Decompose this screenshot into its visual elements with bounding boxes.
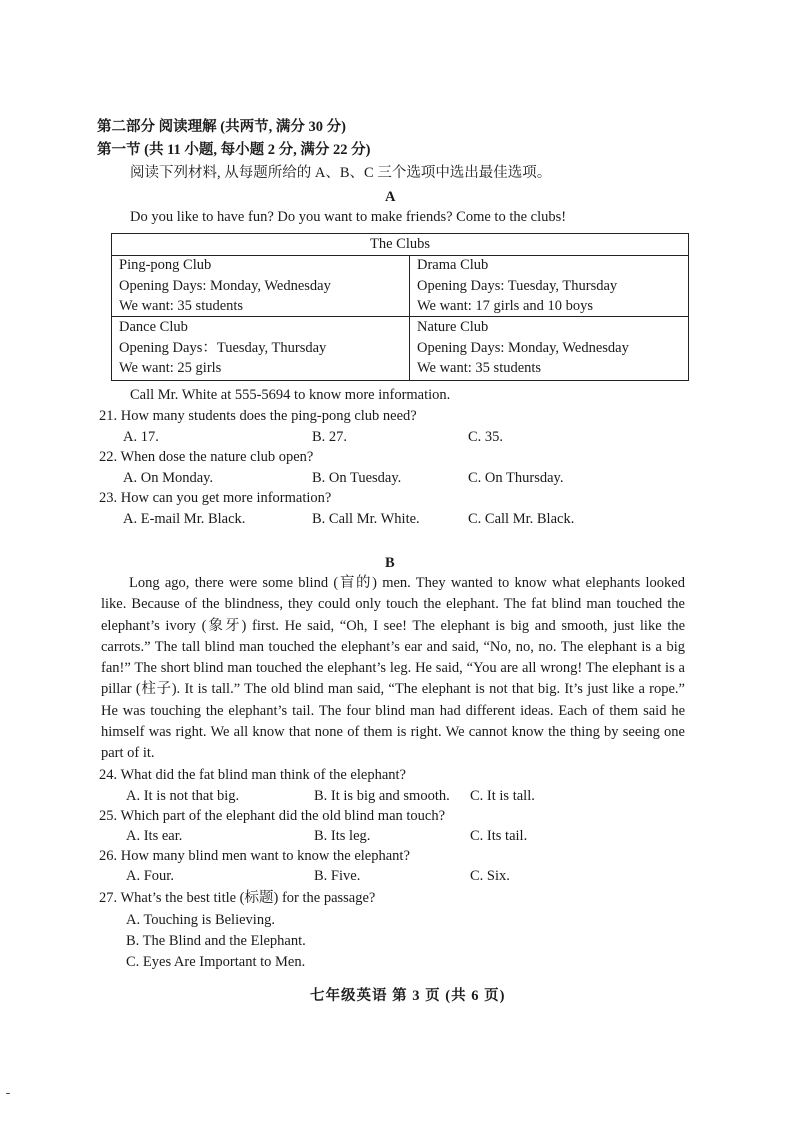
club-days: Opening Days: Monday, Wednesday [417, 339, 629, 356]
option-27-b: B. The Blind and the Elephant. [126, 933, 306, 949]
option-25-b: B. Its leg. [314, 828, 371, 844]
option-25-a: A. Its ear. [126, 828, 183, 844]
question-25: 25. Which part of the elephant did the old blind man touch? [99, 808, 446, 824]
option-26-b: B. Five. [314, 868, 361, 884]
passage-a-intro: Do you like to have fun? Do you want to make friends? Come to the clubs! [130, 209, 567, 225]
instruction: 阅读下列材料, 从每题所给的 A、B、C 三个选项中选出最佳选项。 [130, 165, 552, 181]
option-26-c: C. Six. [470, 868, 510, 884]
club-want: We want: 17 girls and 10 boys [417, 298, 594, 314]
table-cell-ping-pong [119, 255, 331, 317]
option-22-a: A. On Monday. [123, 470, 214, 486]
clubs-table-header: The Clubs [112, 234, 688, 256]
option-22-c: C. On Thursday. [468, 470, 564, 486]
option-24-a: A. It is not that big. [126, 788, 240, 804]
passage-b-label: B [385, 555, 395, 571]
club-want: We want: 25 girls [119, 360, 222, 376]
part-title: 第二部分 阅读理解 (共两节, 满分 30 分) [97, 119, 346, 135]
club-name: Drama Club [417, 257, 489, 273]
club-want: We want: 35 students [119, 298, 244, 314]
table-cell-nature [417, 317, 629, 379]
option-21-a: A. 17. [123, 429, 159, 445]
scan-mark [6, 1093, 10, 1094]
option-21-b: B. 27. [312, 429, 348, 445]
option-23-a: A. E-mail Mr. Black. [123, 511, 246, 527]
option-27-a: A. Touching is Believing. [126, 912, 275, 928]
page-footer: 七年级英语 第 3 页 (共 6 页) [310, 988, 506, 1004]
club-want: We want: 35 students [417, 360, 542, 376]
section-title: 第一节 (共 11 小题, 每小题 2 分, 满分 22 分) [97, 142, 371, 158]
option-22-b: B. On Tuesday. [312, 470, 402, 486]
question-23: 23. How can you get more information? [99, 490, 332, 506]
question-22: 22. When dose the nature club open? [99, 449, 314, 465]
club-days: Opening Days：Tuesday, Thursday [119, 339, 327, 356]
club-name: Ping-pong Club [119, 257, 212, 273]
passage-a-label: A [385, 189, 396, 205]
club-name: Dance Club [119, 319, 188, 335]
passage-b-body [101, 573, 685, 765]
club-name: Nature Club [417, 319, 489, 335]
table-cell-drama [417, 255, 617, 317]
passage-a-footer: Call Mr. White at 555-5694 to know more information. [130, 387, 451, 403]
option-21-c: C. 35. [468, 429, 504, 445]
option-25-c: C. Its tail. [470, 828, 528, 844]
option-24-b: B. It is big and smooth. [314, 788, 450, 804]
club-days: Opening Days: Monday, Wednesday [119, 277, 331, 294]
option-23-b: B. Call Mr. White. [312, 511, 420, 527]
question-26: 26. How many blind men want to know the elephant? [99, 848, 410, 864]
option-23-c: C. Call Mr. Black. [468, 511, 575, 527]
option-26-a: A. Four. [126, 868, 174, 884]
club-days: Opening Days: Tuesday, Thursday [417, 277, 618, 294]
option-27-c: C. Eyes Are Important to Men. [126, 954, 306, 970]
question-27: 27. What’s the best title (标题) for the passage? [99, 890, 376, 906]
question-24: 24. What did the fat blind man think of the elephant? [99, 767, 406, 783]
clubs-table [111, 233, 689, 381]
question-21: 21. How many students does the ping-pong club need? [99, 408, 417, 424]
passage-b-text: Long ago, there were some blind (盲的) men. They wanted to know what elephants looked like. Because of the blindness, they could only touch the elephant. The fat blind man touched the elephant’s ivory (象牙) first. He said, “Oh, I see! The elephant is big and smooth, just like the carrots.” The tall blind man touched the elephant’s ear and said, “No, no, no. The elephant is a big fan!” The short blind man touched the elephant’s leg. He said, “You are all wrong! The elephant is a pillar (柱子). It is tall.” The old blind man said, “The elephant is not that big. It’s just like a rope.” He was touching the elephant’s tail. The four blind man had different ideas. Each of them said he himself was right. We all know that none of them is right. We cannot know the thing by seeing one part of it. [101, 575, 685, 762]
table-cell-dance [119, 317, 326, 379]
option-24-c: C. It is tall. [470, 788, 535, 804]
